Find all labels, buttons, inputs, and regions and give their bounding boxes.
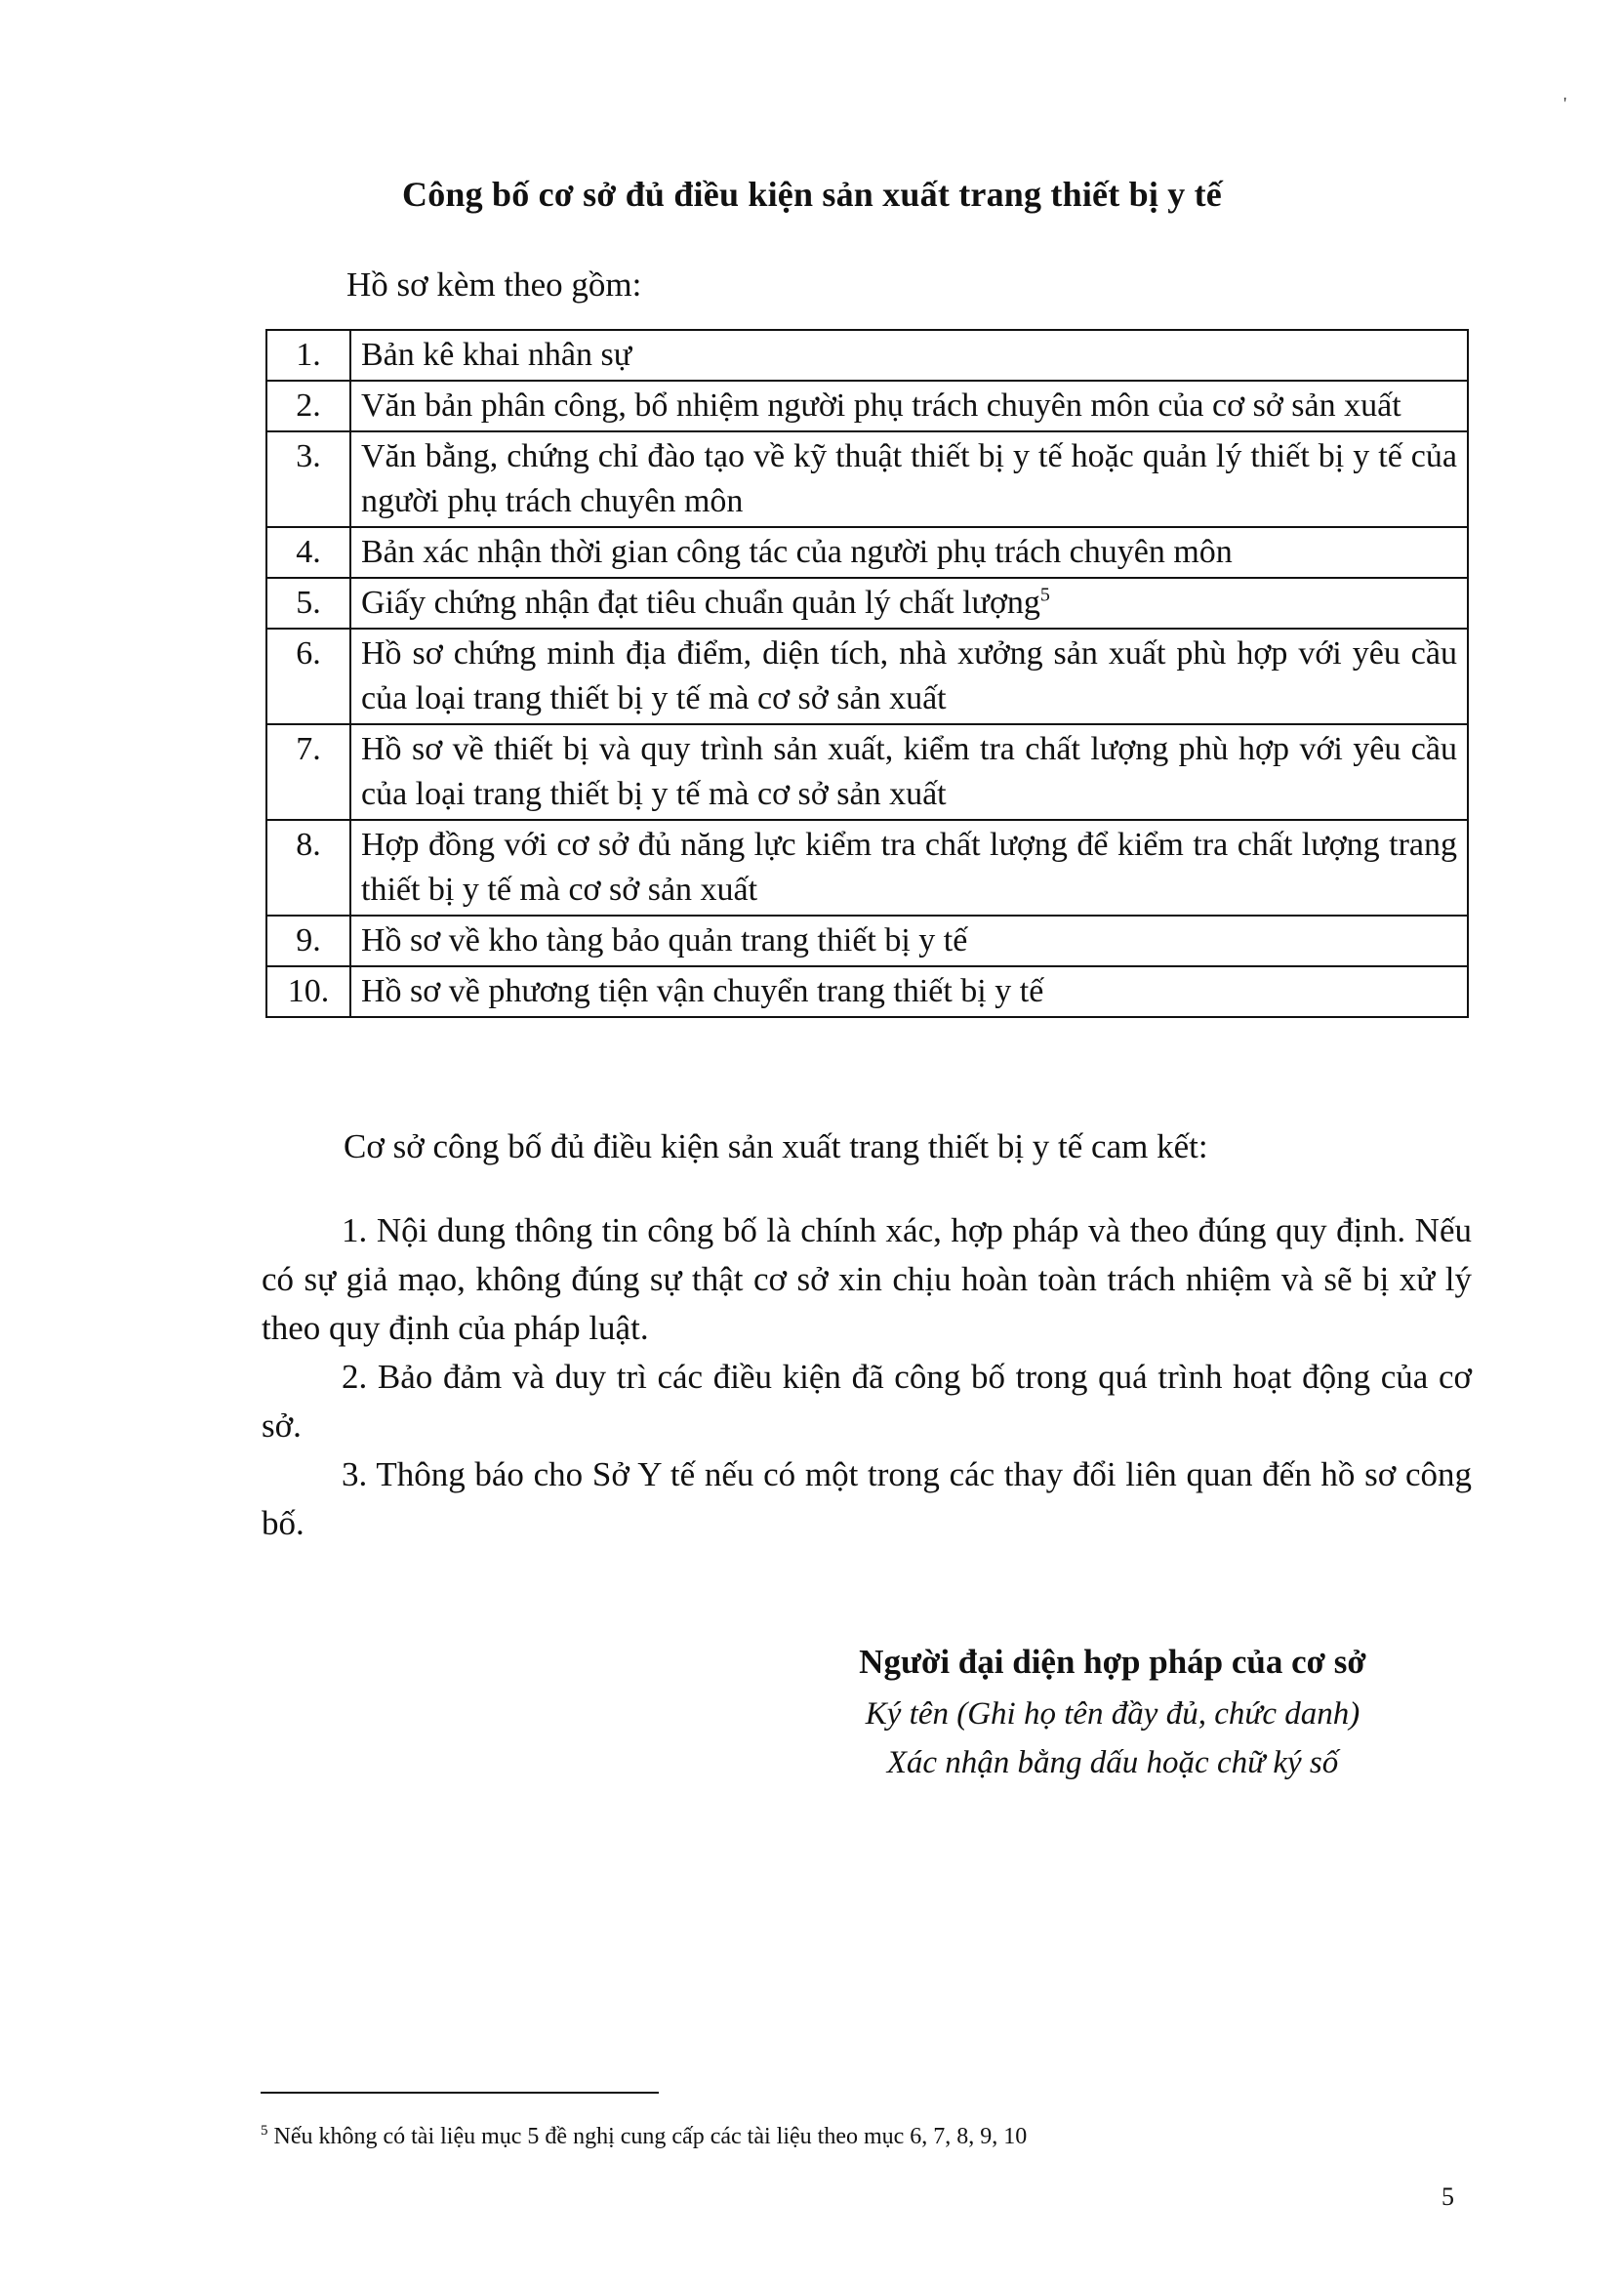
row-text: Giấy chứng nhận đạt tiêu chuẩn quản lý chất lượng — [361, 585, 1040, 621]
table-row — [266, 820, 1468, 916]
row-number: 8. — [266, 820, 350, 916]
row-text: Hợp đồng với cơ sở đủ năng lực kiểm tra chất lượng để kiểm tra chất lượng trang thiết bị y tế mà cơ sở sản xuất — [350, 820, 1468, 916]
table-row — [266, 527, 1468, 578]
row-number: 7. — [266, 724, 350, 820]
page-number: 5 — [1441, 2182, 1454, 2211]
row-text: Bản xác nhận thời gian công tác của người phụ trách chuyên môn — [350, 527, 1468, 578]
table-row — [266, 330, 1468, 381]
row-number: 5. — [266, 578, 350, 629]
table-row — [266, 381, 1468, 431]
row-number: 2. — [266, 381, 350, 431]
table-row — [266, 724, 1468, 820]
signature-note: Xác nhận bằng dấu hoặc chữ ký số — [886, 1745, 1339, 1780]
row-number: 10. — [266, 966, 350, 1017]
footnote-text: Nếu không có tài liệu mục 5 đề nghị cung cấp các tài liệu theo mục 6, 7, 8, 9, 10 — [273, 2124, 1028, 2149]
row-text: Văn bản phân công, bổ nhiệm người phụ trách chuyên môn của cơ sở sản xuất — [350, 381, 1468, 431]
row-text: Hồ sơ về kho tàng bảo quản trang thiết bị y tế — [350, 916, 1468, 966]
commitment-item: 3. Thông báo cho Sở Y tế nếu có một trong các thay đổi liên quan đến hồ sơ công bố. — [262, 1455, 1472, 1542]
row-number: 9. — [266, 916, 350, 966]
commitment-item: 2. Bảo đảm và duy trì các điều kiện đã công bố trong quá trình hoạt động của cơ sở. — [262, 1358, 1472, 1445]
documents-table — [265, 329, 1469, 1018]
table-row — [266, 629, 1468, 724]
footnote-marker: 5 — [261, 2123, 268, 2139]
row-text: Hồ sơ về thiết bị và quy trình sản xuất, kiểm tra chất lượng phù hợp với yêu cầu của loại trang thiết bị y tế mà cơ sở sản xuất — [350, 724, 1468, 820]
row-text-cell — [350, 578, 1468, 629]
row-number: 3. — [266, 431, 350, 527]
commitment-item: 1. Nội dung thông tin công bố là chính xác, hợp pháp và theo đúng quy định. Nếu có sự giả mạo, không đúng sự thật cơ sở xin chịu hoàn toàn trách nhiệm và sẽ bị xử lý theo quy định của pháp luật. — [262, 1211, 1472, 1347]
document-title: Công bố cơ sở đủ điều kiện sản xuất trang thiết bị y tế — [402, 175, 1222, 214]
footnote — [261, 2123, 1027, 2150]
row-text: Văn bằng, chứng chỉ đào tạo về kỹ thuật thiết bị y tế hoặc quản lý thiết bị y tế của người phụ trách chuyên môn — [350, 431, 1468, 527]
signature-note: Ký tên (Ghi họ tên đầy đủ, chức danh) — [865, 1696, 1360, 1732]
row-number: 1. — [266, 330, 350, 381]
table-row — [266, 916, 1468, 966]
commitment-intro: Cơ sở công bố đủ điều kiện sản xuất trang thiết bị y tế cam kết: — [344, 1127, 1208, 1165]
table-row — [266, 431, 1468, 527]
row-text: Hồ sơ chứng minh địa điểm, diện tích, nhà xưởng sản xuất phù hợp với yêu cầu của loại trang thiết bị y tế mà cơ sở sản xuất — [350, 629, 1468, 724]
row-text: Bản kê khai nhân sự — [350, 330, 1468, 381]
row-number: 6. — [266, 629, 350, 724]
row-number: 4. — [266, 527, 350, 578]
row-text: Hồ sơ về phương tiện vận chuyển trang thiết bị y tế — [350, 966, 1468, 1017]
documents-intro: Hồ sơ kèm theo gồm: — [346, 265, 642, 304]
footnote-ref: 5 — [1039, 584, 1050, 606]
table-row — [266, 578, 1468, 629]
signature-title: Người đại diện hợp pháp của cơ sở — [859, 1643, 1366, 1681]
table-row — [266, 966, 1468, 1017]
footnote-divider — [261, 2092, 659, 2094]
page-mark: ' — [1563, 94, 1567, 113]
